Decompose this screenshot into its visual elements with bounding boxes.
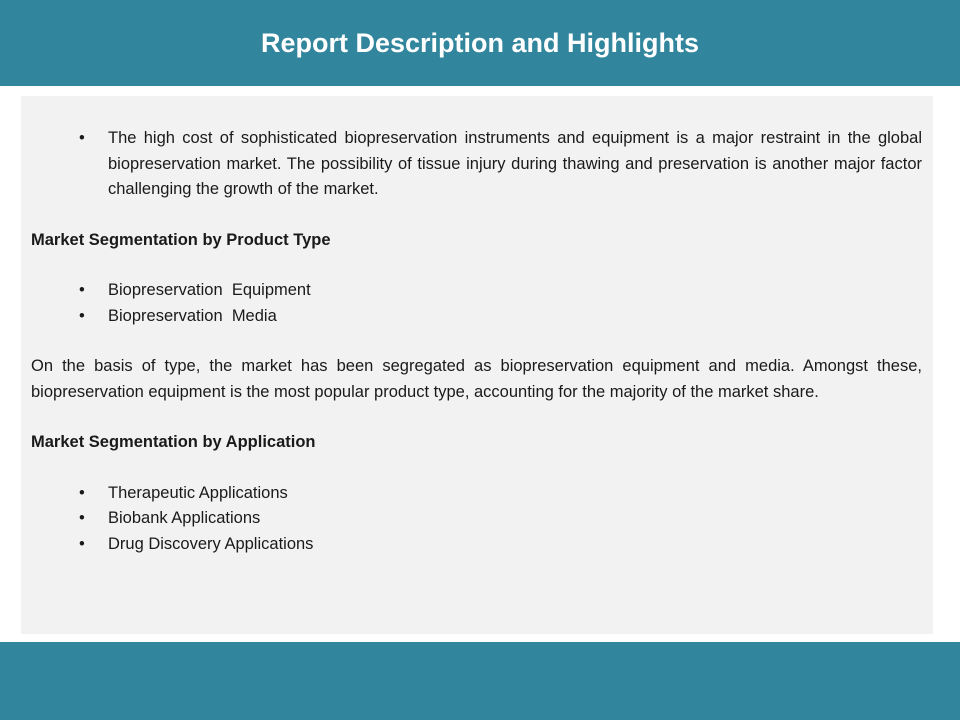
header-band (0, 0, 960, 86)
application-item: Drug Discovery Applications (108, 534, 314, 553)
bullet-icon: • (79, 483, 85, 502)
product-type-item: Biopreservation Media (108, 306, 277, 325)
application-item: Therapeutic Applications (108, 483, 288, 502)
page-title: Report Description and Highlights (260, 28, 699, 58)
bullet-icon: • (79, 509, 85, 527)
list-item (79, 506, 922, 532)
bullet-icon: • (79, 306, 85, 325)
list-item (79, 278, 922, 304)
product-type-item: Biopreservation Equipment (108, 281, 311, 299)
bullet-icon: • (79, 129, 85, 147)
application-list (31, 481, 922, 558)
product-type-heading: Market Segmentation by Product Type (31, 230, 331, 249)
list-item (79, 304, 922, 330)
bullet-icon: • (79, 534, 85, 553)
product-type-description: On the basis of type, the market has been segregated as biopreservation equipment and media. Amongst these, biopreservation equipment is the most popular product type, accounting for the majority of the market share. (31, 357, 922, 401)
product-type-list (31, 278, 922, 329)
application-heading: Market Segmentation by Application (31, 433, 316, 451)
application-item: Biobank Applications (108, 509, 261, 527)
list-item (79, 481, 922, 507)
restraint-text: The high cost of sophisticated biopreservation instruments and equipment is a major restraint in the global biopreservation market. The possibility of tissue injury during thawing and preservation is another major factor challenging the growth of the market. (108, 129, 922, 198)
bullet-icon: • (79, 281, 85, 299)
list-item (79, 532, 922, 558)
footer-band (0, 642, 960, 720)
list-item (79, 126, 922, 203)
content-panel (21, 96, 933, 634)
restraint-list (31, 126, 922, 203)
